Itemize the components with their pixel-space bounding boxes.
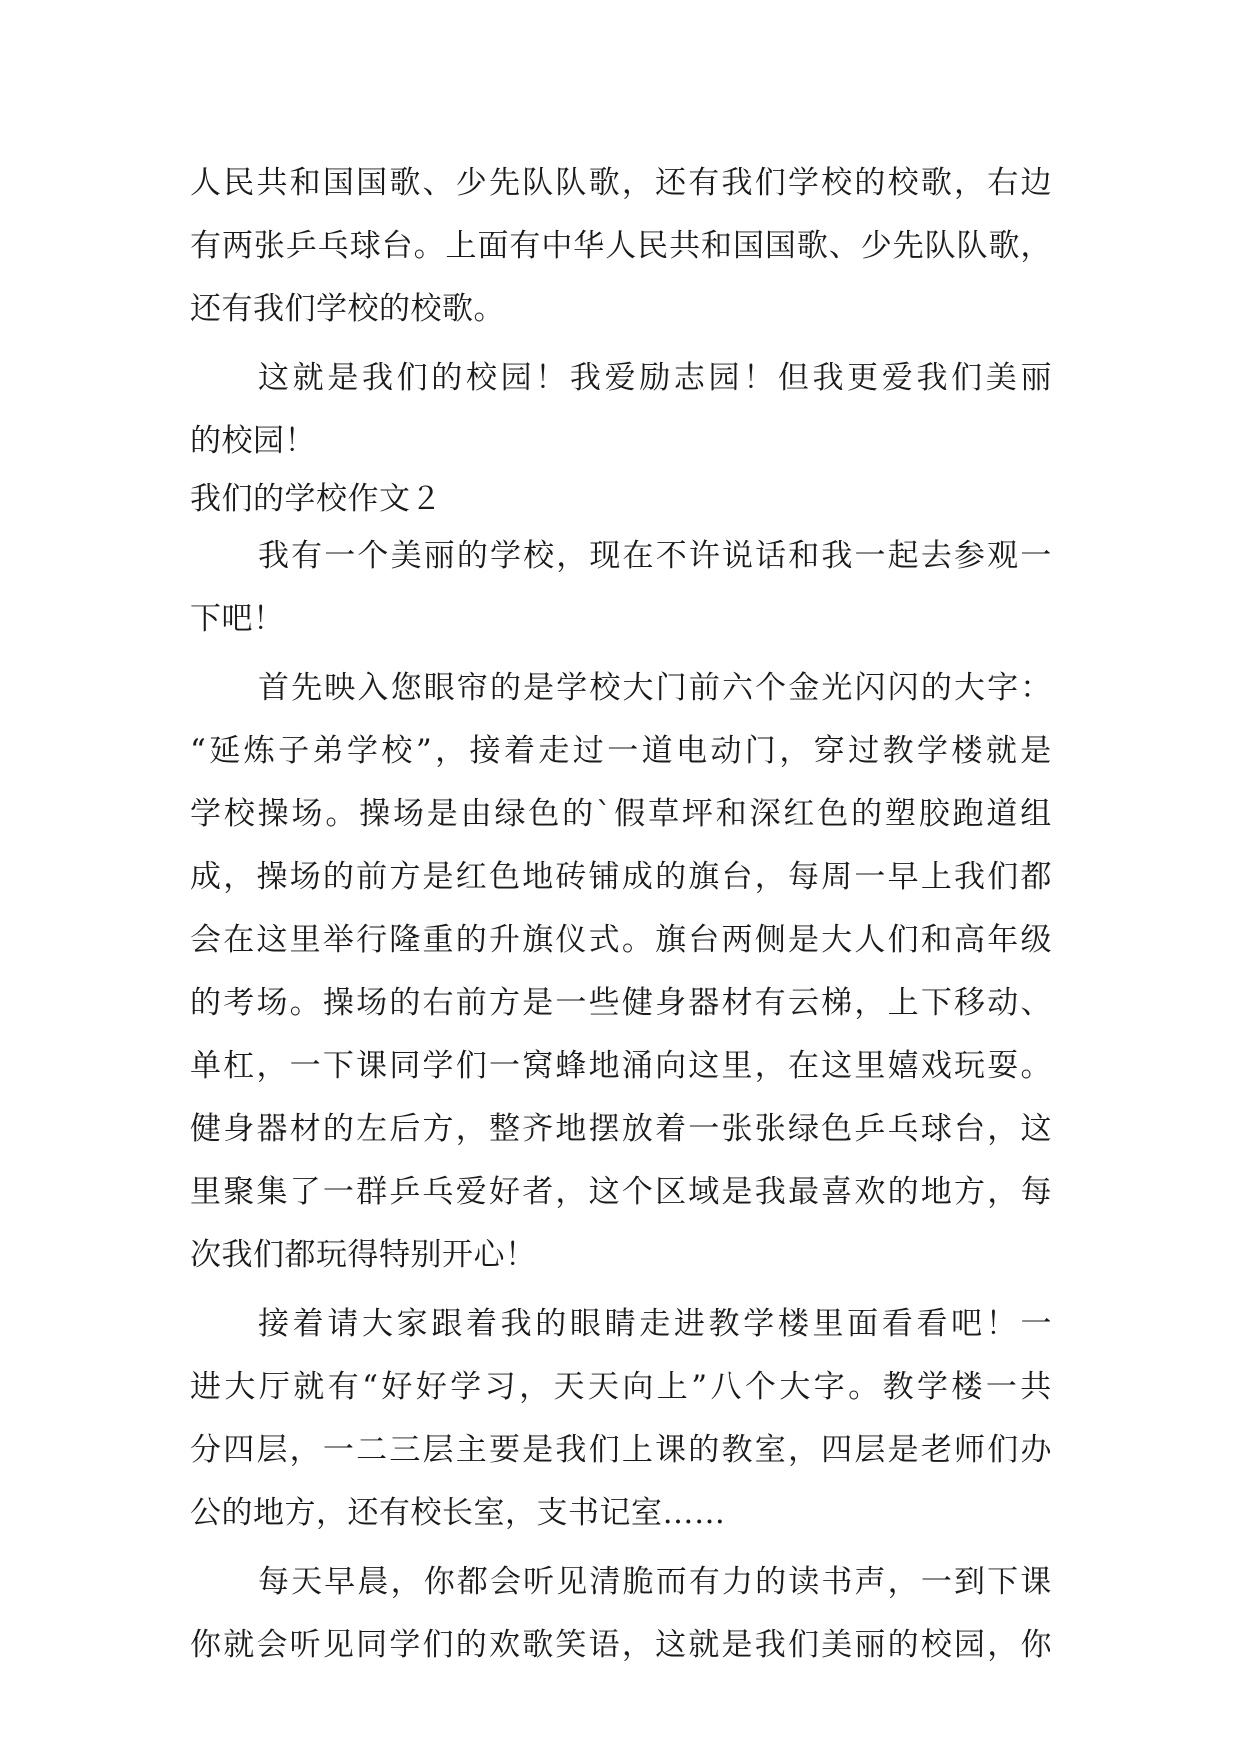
text-line: “ 延 炼 子 弟 学 校 ” ， 接 着 走 过 一 道 电 动 门 ， 穿 过 教 学 楼 就 是 [190,733,1052,769]
text-line: 次我们都玩得特别开心！ [190,1237,537,1273]
text-line: 的校园！ [190,423,316,459]
text-line: 人 民 共 和 国 国 歌 、 少 先 队 队 歌 ， 还 有 我 们 学 校 的 校 歌 ， 右 边 [190,165,1052,201]
text-line: 这 就 是 我 们 的 校 园 ！ 我 爱 励 志 园 ！ 但 我 更 爱 我 们 美 丽 [258,360,1052,396]
text-line: 接 着 请 大 家 跟 着 我 的 眼 睛 走 进 教 学 楼 里 面 看 看 吧 ！ 一 [258,1306,1052,1342]
text-line: 的 考 场 。 操 场 的 右 前 方 是 一 些 健 身 器 材 有 云 梯 ， 上 下 移 动 、 [190,985,1052,1021]
text-line: 进 大 厅 就 有 “ 好 好 学 习 ， 天 天 向 上 ” 八 个 大 字 。 教 学 楼 一 共 [190,1369,1052,1405]
text-line: 里 聚 集 了 一 群 乒 乓 爱 好 者 ， 这 个 区 域 是 我 最 喜 欢 的 地 方 ， 每 [190,1174,1052,1210]
text-line: 有 两 张 乒 乓 球 台 。 上 面 有 中 华 人 民 共 和 国 国 歌 、 少 先 队 队 歌 ， [190,228,1052,264]
text-line: 单 杠 ， 一 下 课 同 学 们 一 窝 蜂 地 涌 向 这 里 ， 在 这 里 嬉 戏 玩 耍 。 [190,1048,1052,1084]
text-line: 公的地方，还有校长室，支书记室…… [190,1495,726,1531]
text-line: 还有我们学校的校歌。 [190,291,505,327]
text-line: 会 在 这 里 举 行 隆 重 的 升 旗 仪 式 。 旗 台 两 侧 是 大 人 们 和 高 年 级 [190,922,1052,958]
text-line: 首 先 映 入 您 眼 帘 的 是 学 校 大 门 前 六 个 金 光 闪 闪 的 大 字 ： [258,670,1052,706]
document-body [190,152,1052,1677]
text-line: 学 校 操 场 。 操 场 是 由 绿 色 的 ` 假 草 坪 和 深 红 色 的 塑 胶 跑 道 组 [190,796,1052,832]
section-heading: 我们的学校作文２ [190,481,442,517]
text-line: 你 就 会 听 见 同 学 们 的 欢 歌 笑 语 ， 这 就 是 我 们 美 丽 的 校 园 ， 你 [190,1627,1052,1663]
text-line: 每 天 早 晨 ， 你 都 会 听 见 清 脆 而 有 力 的 读 书 声 ， 一 到 下 课 [258,1564,1052,1600]
text-line: 我 有 一 个 美 丽 的 学 校 ， 现 在 不 许 说 话 和 我 一 起 去 参 观 一 [258,538,1052,574]
text-line: 成 ， 操 场 的 前 方 是 红 色 地 砖 铺 成 的 旗 台 ， 每 周 一 早 上 我 们 都 [190,859,1052,895]
text-line: 健 身 器 材 的 左 后 方 ， 整 齐 地 摆 放 着 一 张 张 绿 色 乒 乓 球 台 ， 这 [190,1111,1052,1147]
text-line: 分 四 层 ， 一 二 三 层 主 要 是 我 们 上 课 的 教 室 ， 四 层 是 老 师 们 办 [190,1432,1052,1468]
text-line: 下吧！ [190,601,285,637]
